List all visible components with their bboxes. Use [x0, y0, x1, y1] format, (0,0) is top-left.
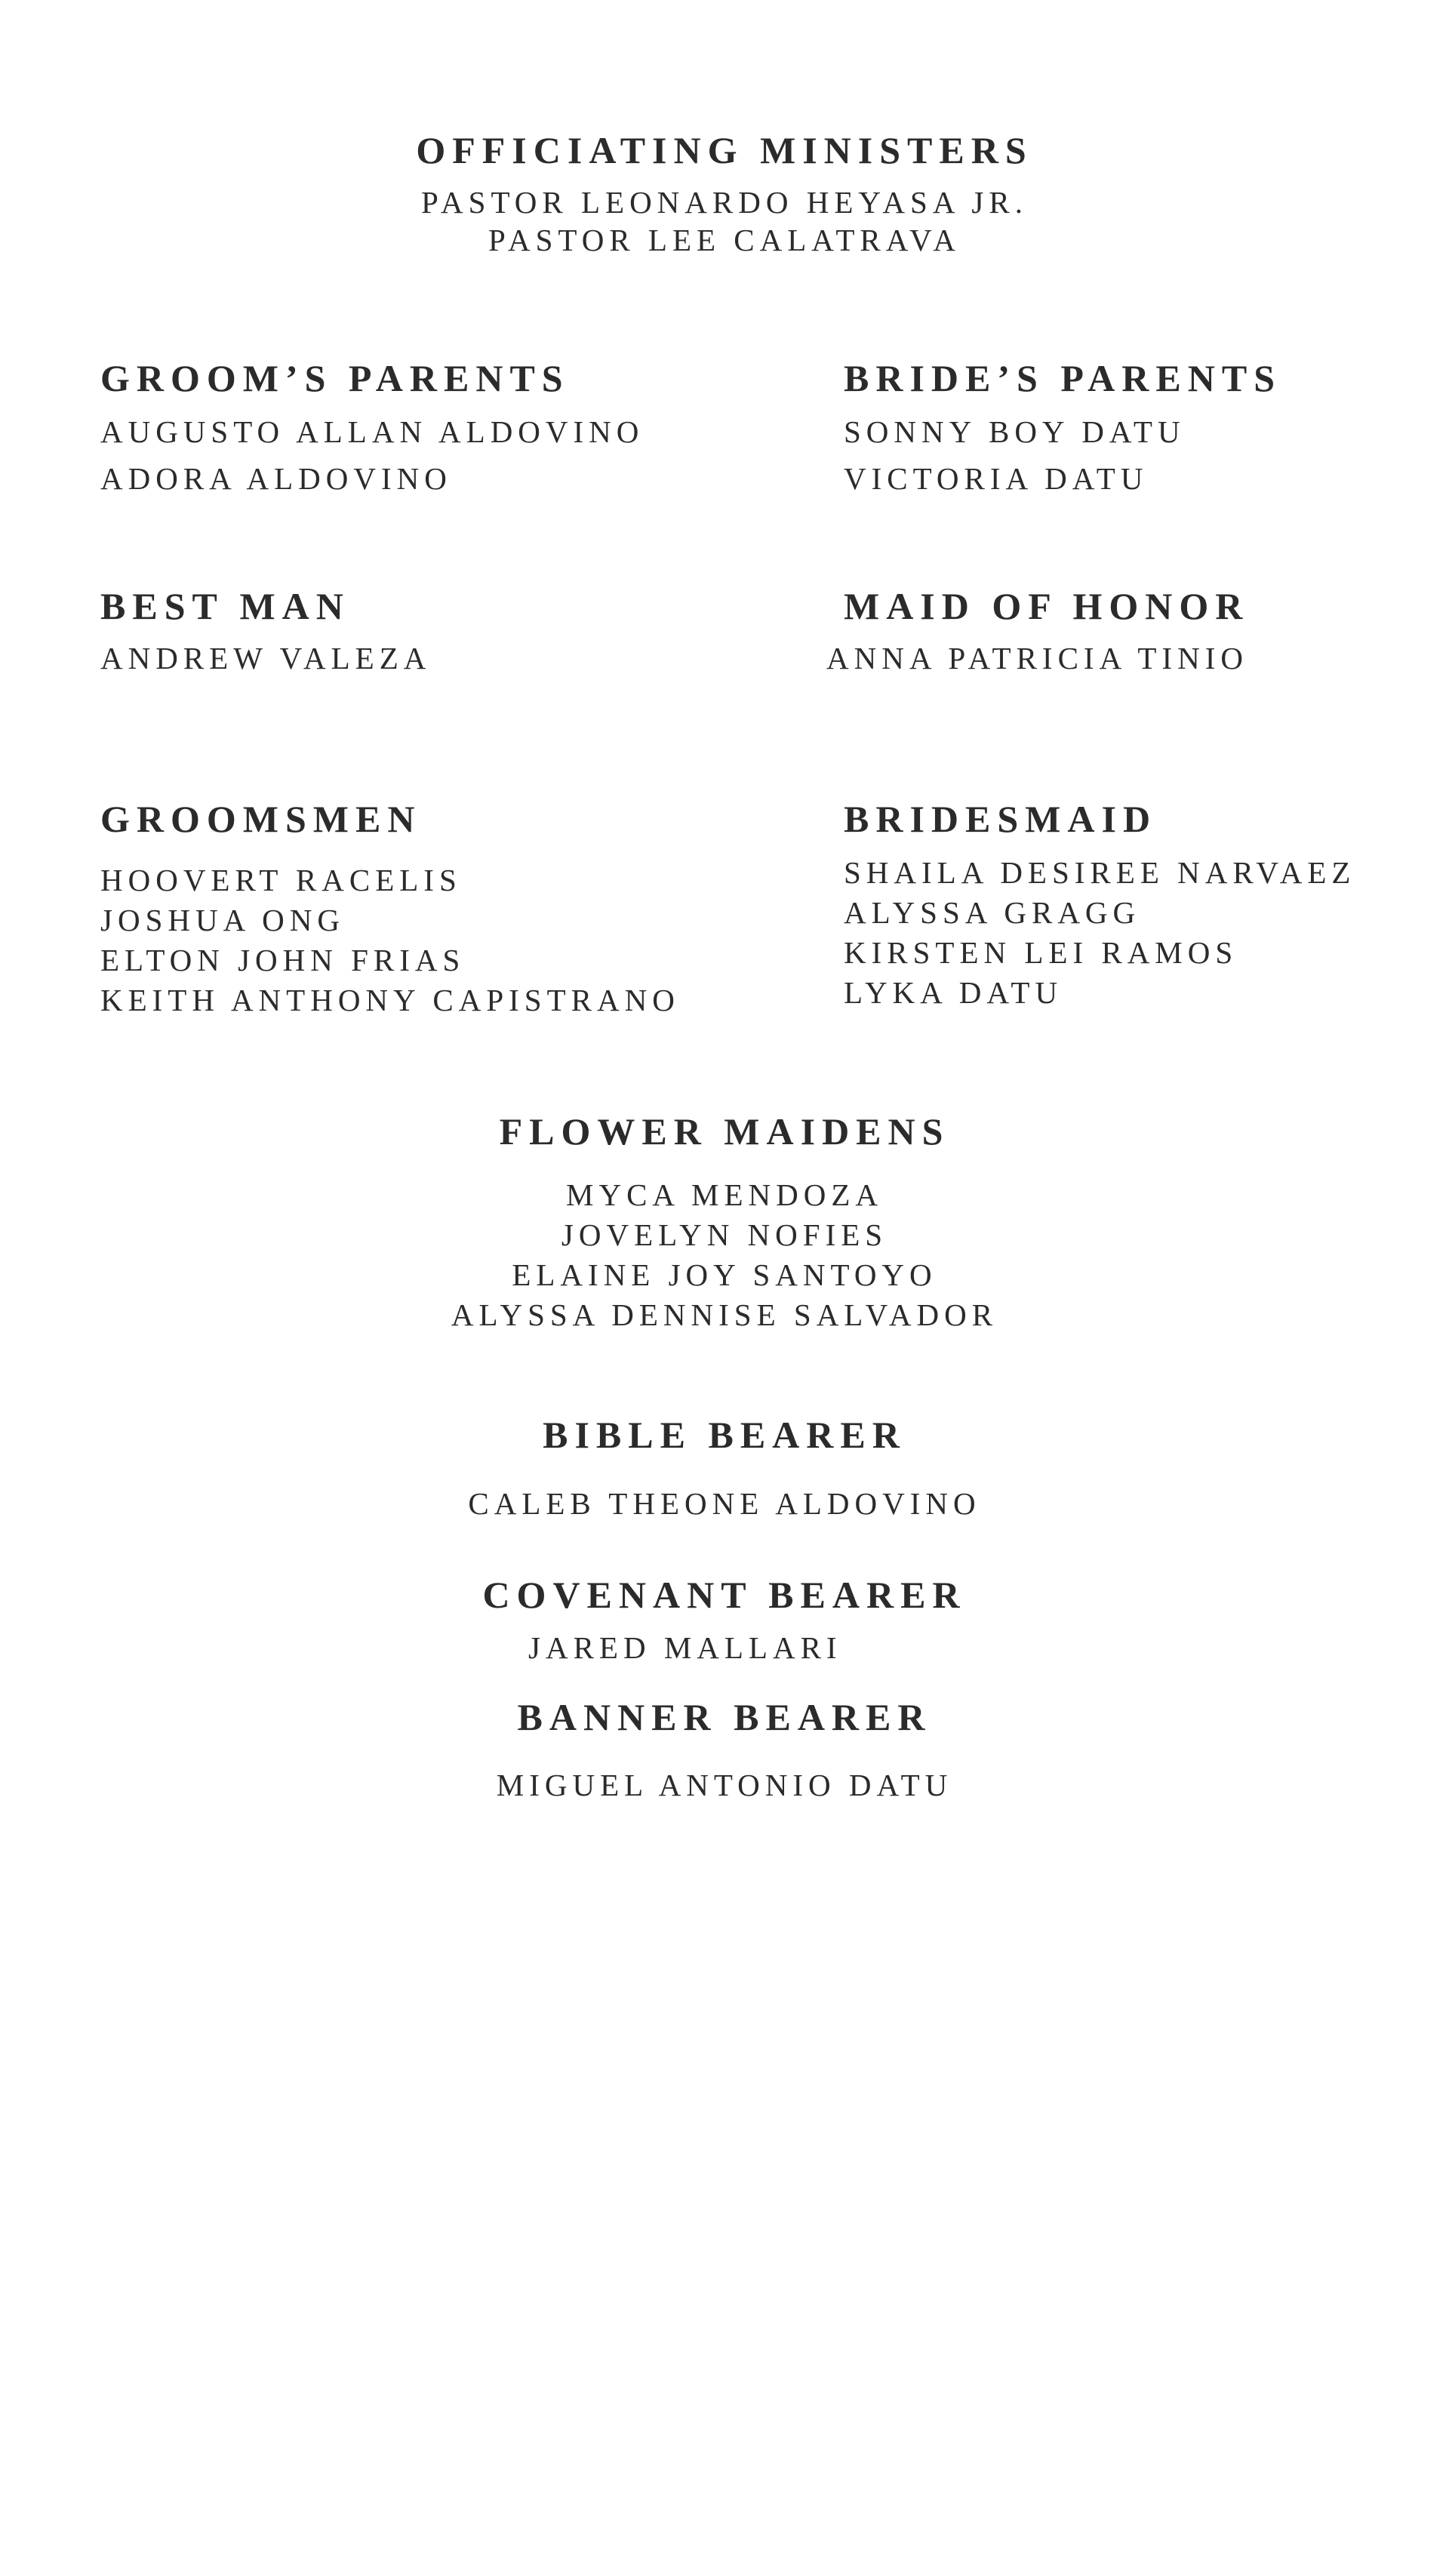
groomsman-name: HOOVERT RACELIS [100, 863, 462, 897]
flower-maiden-name: MYCA MENDOZA [566, 1177, 883, 1212]
bible-bearer-name: CALEB THEONE ALDOVINO [468, 1486, 981, 1521]
bridesmaid-name: LYKA DATU [844, 975, 1063, 1010]
bible-bearer-heading: BIBLE BEARER [543, 1414, 906, 1456]
groom-parent-name: AUGUSTO ALLAN ALDOVINO [100, 414, 645, 449]
best-man-heading: BEST MAN [100, 585, 350, 627]
best-man-name: ANDREW VALEZA [100, 641, 432, 676]
covenant-bearer-heading: COVENANT BEARER [482, 1574, 967, 1616]
groomsman-name: ELTON JOHN FRIAS [100, 943, 466, 977]
groom-parent-name: ADORA ALDOVINO [100, 461, 452, 496]
officiating-ministers-heading: OFFICIATING MINISTERS [416, 129, 1033, 171]
bridesmaid-heading: BRIDESMAID [844, 798, 1158, 840]
groomsmen-heading: GROOMSMEN [100, 798, 422, 840]
maid-of-honor-heading: MAID OF HONOR [844, 585, 1250, 627]
banner-bearer-heading: BANNER BEARER [517, 1696, 932, 1738]
flower-maiden-name: ALYSSA DENNISE SALVADOR [451, 1297, 998, 1332]
bride-parents-heading: BRIDE’S PARENTS [844, 357, 1281, 399]
flower-maiden-name: ELAINE JOY SANTOYO [512, 1257, 937, 1292]
groom-parents-heading: GROOM’S PARENTS [100, 357, 570, 399]
bridesmaid-name: KIRSTEN LEI RAMOS [844, 935, 1238, 970]
officiating-minister-name: PASTOR LEONARDO HEYASA JR. [421, 185, 1028, 220]
groomsman-name: JOSHUA ONG [100, 903, 346, 937]
bridesmaid-name: SHAILA DESIREE NARVAEZ [844, 855, 1356, 890]
officiating-minister-name: PASTOR LEE CALATRAVA [488, 223, 961, 257]
bride-parent-name: SONNY BOY DATU [844, 414, 1186, 449]
covenant-bearer-name: JARED MALLARI [528, 1630, 842, 1665]
bridesmaid-name: ALYSSA GRAGG [844, 895, 1141, 930]
flower-maidens-heading: FLOWER MAIDENS [499, 1110, 950, 1153]
groomsman-name: KEITH ANTHONY CAPISTRANO [100, 983, 680, 1017]
maid-of-honor-name: ANNA PATRICIA TINIO [826, 641, 1248, 676]
flower-maiden-name: JOVELYN NOFIES [561, 1217, 888, 1252]
bride-parent-name: VICTORIA DATU [844, 461, 1149, 496]
banner-bearer-name: MIGUEL ANTONIO DATU [496, 1768, 953, 1802]
